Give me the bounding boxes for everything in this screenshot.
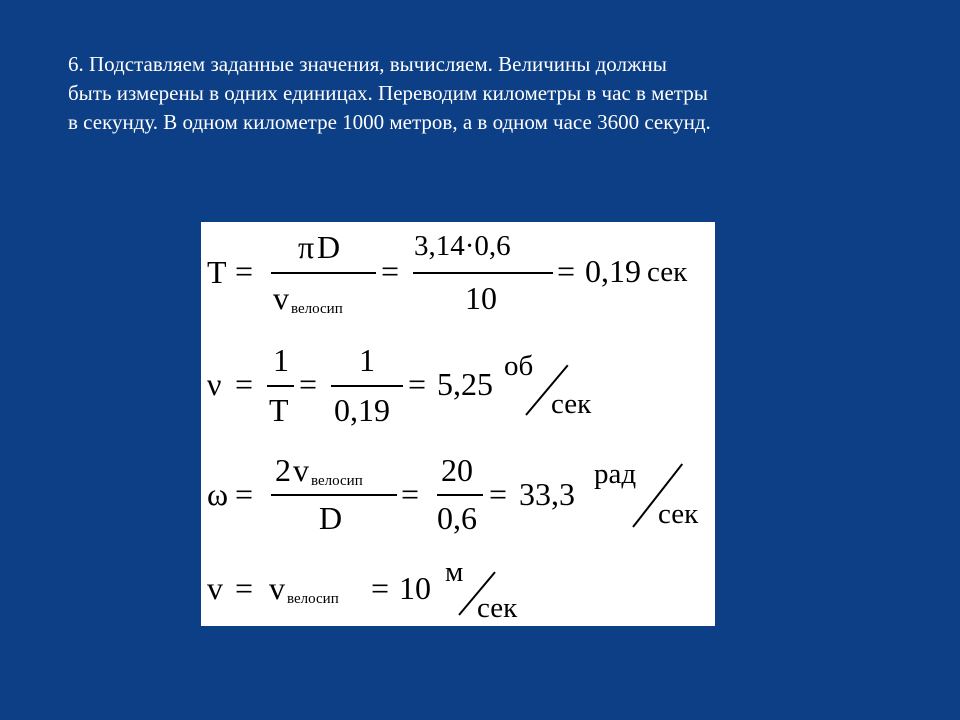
intro-line-2: быть измерены в одних единицах. Переводим километры в час в метры: [68, 81, 708, 105]
ang-eq2: =: [401, 476, 420, 512]
intro-line-3: в секунду. В одном километре 1000 метров, а в одном часе 3600 секунд.: [68, 110, 711, 134]
vel-unit-den: сек: [477, 592, 518, 624]
period-den-v: v: [273, 280, 289, 316]
ang-result: 33,3: [519, 476, 575, 512]
ang-eq1: =: [235, 476, 254, 512]
vel-eq2: =: [371, 570, 390, 606]
ang-frac1-den: D: [319, 500, 343, 536]
freq-frac1-den: T: [269, 392, 289, 428]
formula-panel: [201, 222, 715, 626]
period-result: 0,19: [585, 253, 641, 289]
freq-frac2-den: 0,19: [334, 392, 390, 428]
ang-unit-num: рад: [594, 458, 637, 490]
period-den-sub: велосип: [291, 301, 343, 317]
ang-eq3: =: [489, 476, 508, 512]
period-frac2-bar: [413, 272, 553, 274]
vel-rhs-v: v: [269, 570, 285, 606]
vel-eq1: =: [235, 570, 254, 606]
freq-unit-den: сек: [551, 388, 592, 420]
ang-num-v: v: [293, 452, 309, 488]
vel-lhs: v: [207, 570, 223, 606]
freq-frac2-num: 1: [359, 342, 375, 378]
ang-frac2-den: 0,6: [437, 500, 477, 536]
freq-eq2: =: [299, 366, 318, 402]
freq-frac1-num: 1: [273, 342, 289, 378]
freq-eq1: =: [235, 366, 254, 402]
vel-unit-num: м: [445, 556, 464, 588]
freq-frac2-bar: [331, 385, 403, 387]
ang-num-2: 2: [275, 452, 291, 488]
ang-frac2-num: 20: [441, 452, 473, 488]
period-num-d: D: [317, 229, 341, 265]
ang-frac1-bar: [271, 494, 397, 496]
vel-rhs-sub: велосип: [287, 591, 339, 607]
period-frac1-bar: [271, 272, 376, 274]
freq-result: 5,25: [437, 366, 493, 402]
intro-line-1: 6. Подставляем заданные значения, вычисляем. Величины должны: [68, 52, 667, 76]
freq-frac1-bar: [267, 385, 294, 387]
ang-lhs: ω: [207, 476, 229, 512]
period-eq3: =: [557, 253, 576, 289]
period-frac2-num: 3,14·0,6: [414, 230, 511, 262]
ang-frac2-bar: [437, 494, 483, 496]
period-num-pi: π: [298, 229, 315, 265]
ang-unit-den: сек: [658, 498, 699, 530]
freq-eq3: =: [408, 366, 427, 402]
freq-unit-num: об: [504, 350, 534, 382]
ang-num-sub: велосип: [311, 473, 363, 489]
freq-lhs: ν: [207, 366, 222, 402]
intro-paragraph: [68, 50, 908, 137]
period-unit: сек: [647, 256, 688, 288]
period-lhs: T: [207, 254, 227, 290]
period-eq2: =: [381, 253, 400, 289]
vel-result: 10: [399, 570, 431, 606]
period-frac2-den: 10: [465, 280, 497, 316]
period-eq1: =: [235, 253, 254, 289]
